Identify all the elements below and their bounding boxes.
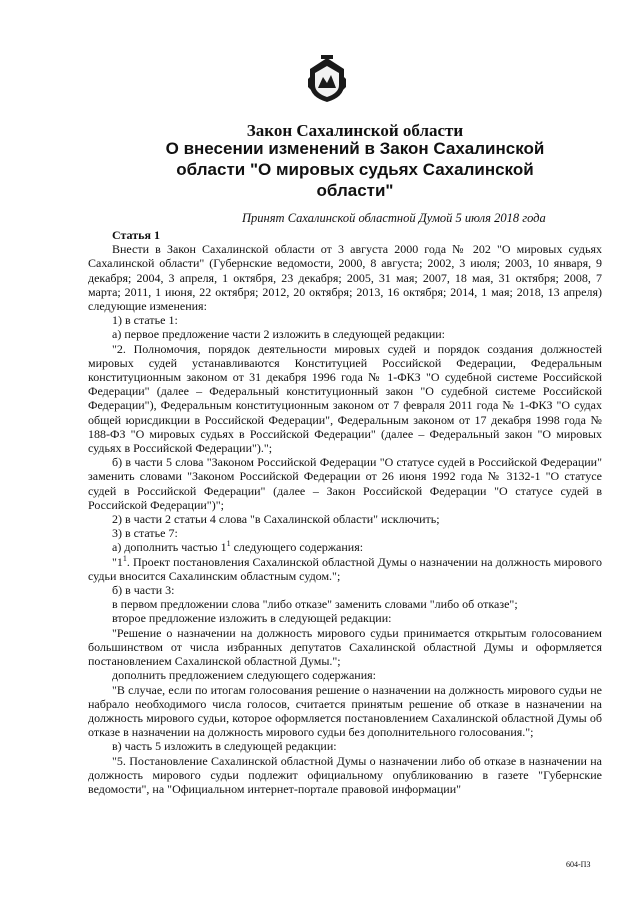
law-title-line-1: Закон Сахалинской области bbox=[246, 121, 464, 140]
paragraph: б) в части 5 слова "Законом Российской Федерации "О статусе судей в Российской Федерации" заменить словами "Законом Российской Федерации от 26 июня 1992 года № 3132-1 "О статусе судей в Российской Федерации" (далее – Закон Российской Федерации "О статусе судей в Российской Федерации")"; bbox=[88, 455, 602, 512]
paragraph: в первом предложении слова "либо отказе" заменить словами "либо об отказе"; bbox=[112, 597, 518, 612]
paragraph bbox=[88, 540, 602, 554]
text-span: а) дополнить частью 1 bbox=[112, 540, 227, 555]
paragraph: 1) в статье 1: bbox=[112, 313, 178, 328]
paragraph: дополнить предложением следующего содержания: bbox=[112, 668, 376, 683]
paragraph: 3) в статье 7: bbox=[112, 526, 178, 541]
paragraph: второе предложение изложить в следующей редакции: bbox=[112, 611, 392, 626]
paragraph: 2) в части 2 статьи 4 слова "в Сахалинской области" исключить; bbox=[112, 512, 440, 527]
law-title-line-2: О внесении изменений в Закон Сахалинской bbox=[165, 139, 545, 158]
paragraph: Внести в Закон Сахалинской области от 3 августа 2000 года № 202 "О мировых судьях Сахалинской области" (Губернские ведомости, 2000, 8 августа; 2002, 3 июля; 2003, 10 января, 9 декабря; 2004, 3 апреля, 1 октября, 23 декабря; 2005, 31 мая; 2007, 18 мая, 31 октября; 2008, 7 марта; 2011, 1 июня, 22 октября; 2012, 20 октября; 2013, 16 октября; 2014, 1 мая; 2018, 13 апреля) следующие изменения: bbox=[88, 242, 602, 314]
article-heading: Статья 1 bbox=[112, 228, 160, 242]
document-code: 604-ПЗ bbox=[566, 860, 591, 869]
paragraph: "Решение о назначении на должность мирового судьи принимается открытым голосованием большинством от числа избранных депутатов Сахалинской областной Думы и оформляется постановлением Сахалинской областной Думы."; bbox=[88, 625, 602, 669]
law-title-line-4: области" bbox=[316, 181, 394, 200]
text-span: следующего содержания: bbox=[230, 540, 364, 555]
law-title-main bbox=[60, 138, 640, 201]
text-span: "1 bbox=[112, 554, 123, 569]
coat-of-arms-icon bbox=[306, 55, 348, 103]
paragraph: "5. Постановление Сахалинской областной Думы о назначении либо об отказе в назначении на должность мирового судьи подлежит официальному опубликованию в газете "Губернские ведомости", на "Официальном интернет-портале правовой информации" bbox=[88, 753, 602, 796]
superscript: 1 bbox=[226, 539, 231, 549]
paragraph: а) первое предложение части 2 изложить в следующей редакции: bbox=[112, 327, 446, 342]
paragraph: "2. Полномочия, порядок деятельности мировых судей и порядок создания должностей мировых судей устанавливаются Конституцией Российской Федерации, Федеральным конституционным законом от 31 декабря 1996 года № 1-ФКЗ "О судебной системе Российской Федерации" (далее – Федеральный конституционный закон "О судебной системе Российской Федерации"), Федеральным конституционным законом от 7 февраля 2011 года № 1-ФКЗ "О судах общей юрисдикции в Российской Федерации", Федеральным законом от 17 декабря 1998 года № 188-ФЗ "О мировых судьях в Российской Федерации" (далее – Федеральный закон "О мировых судьях в Российской Федерации")."; bbox=[88, 341, 602, 456]
paragraph: в) часть 5 изложить в следующей редакции: bbox=[112, 739, 337, 754]
superscript: 1 bbox=[122, 553, 127, 563]
paragraph bbox=[88, 555, 602, 583]
adoption-note: Принят Сахалинской областной Думой 5 июля 2018 года bbox=[242, 211, 546, 225]
paragraph: "В случае, если по итогам голосования решение о назначении на должность мирового судьи не набрало необходимого числа голосов, считается принятым решение об отказе в назначении на должность мирового судьи, которое оформляется постановлением Сахалинской областной Думы об отказе в назначении на должность мирового судьи без дополнительного голосования."; bbox=[88, 682, 602, 740]
text-span: . Проект постановления Сахалинской областной Думы о назначении на должность мирового судьи вносится Сахалинским областным судом."; bbox=[88, 554, 602, 583]
law-title-line-3: области "О мировых судьях Сахалинской bbox=[176, 160, 534, 179]
document-body bbox=[88, 228, 602, 796]
paragraph: б) в части 3: bbox=[112, 583, 175, 598]
